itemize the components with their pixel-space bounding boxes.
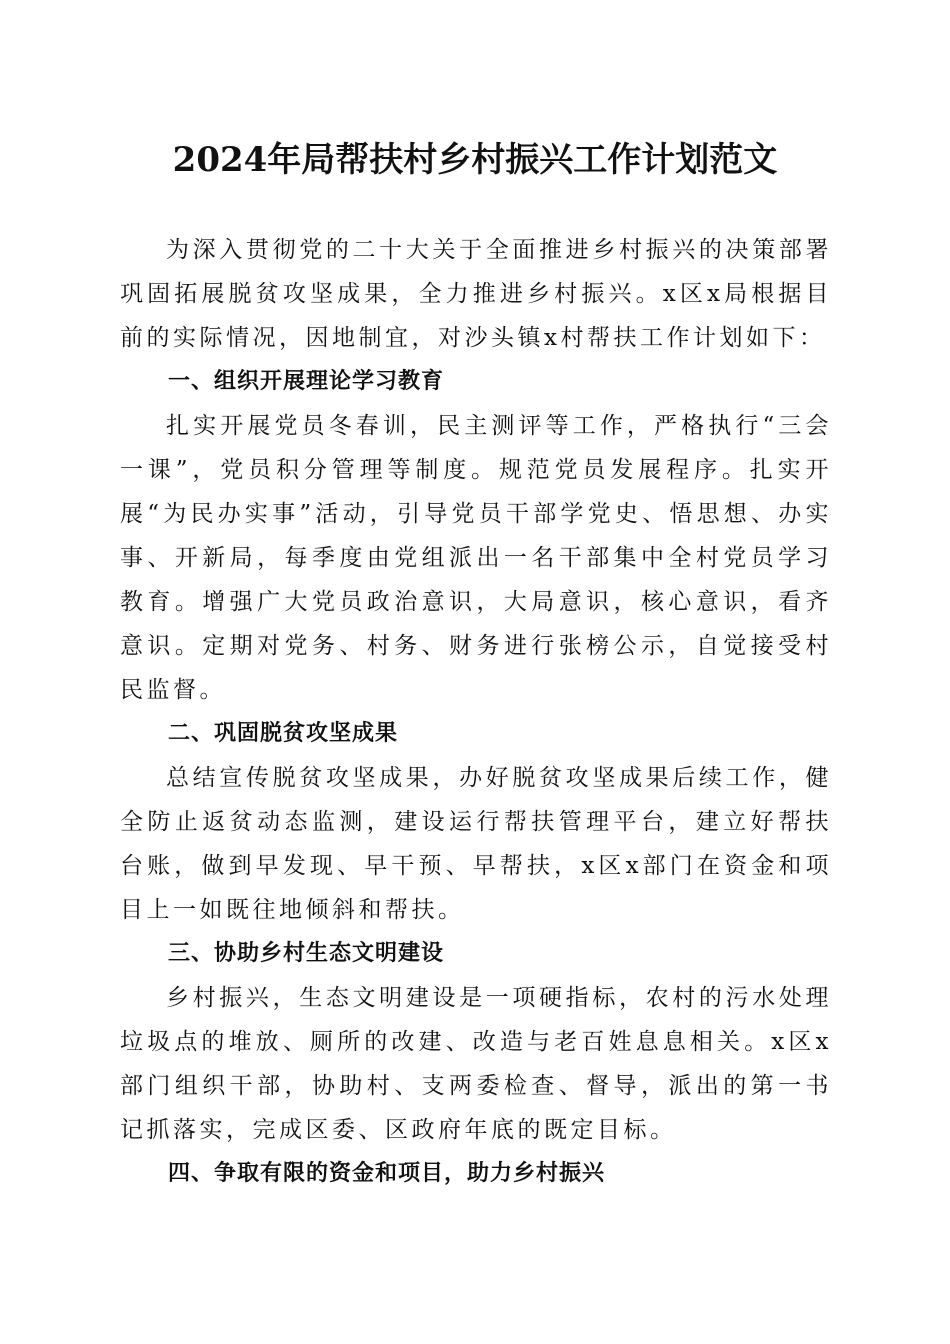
section-heading-3: 三、协助乡村生态文明建设 [168, 941, 445, 966]
section-heading-2: 二、巩固脱贫攻坚成果 [168, 721, 399, 746]
document-title: 2024年局帮扶村乡村振兴工作计划范文 [172, 140, 778, 180]
section-heading-4: 四、争取有限的资金和项目，助力乡村振兴 [168, 1161, 606, 1186]
section-body-2: 总结宣传脱贫攻坚成果，办好脱贫攻坚成果后续工作，健全防止返贫动态监测，建设运行帮扶管理平台，建立好帮扶台账，做到早发现、早干预、早帮扶，x区x部门在资金和项目上一如既往地倾斜和帮扶。 [120, 765, 832, 923]
section-heading-1: 一、组织开展理论学习教育 [168, 369, 445, 394]
intro-paragraph: 为深入贯彻党的二十大关于全面推进乡村振兴的决策部署巩固拓展脱贫攻坚成果，全力推进乡村振兴。x区x局根据目前的实际情况，因地制宜，对沙头镇x村帮扶工作计划如下： [120, 237, 832, 351]
section-body-1: 扎实开展党员冬春训，民主测评等工作，严格执行“三会一课”，党员积分管理等制度。规范党员发展程序。扎实开展“为民办实事”活动，引导党员干部学党史、悟思想、办实事、开新局，每季度由党组派出一名干部集中全村党员学习教育。增强广大党员政治意识，大局意识，核心意识，看齐意识。定期对党务、村务、财务进行张榜公示，自觉接受村民监督。 [120, 413, 832, 703]
document-body [120, 228, 832, 1196]
section-body-3: 乡村振兴，生态文明建设是一项硬指标，农村的污水处理垃圾点的堆放、厕所的改建、改造与老百姓息息相关。x区x部门组织干部，协助村、支两委检查、督导，派出的第一书记抓落实，完成区委、区政府年底的既定目标。 [120, 985, 832, 1143]
